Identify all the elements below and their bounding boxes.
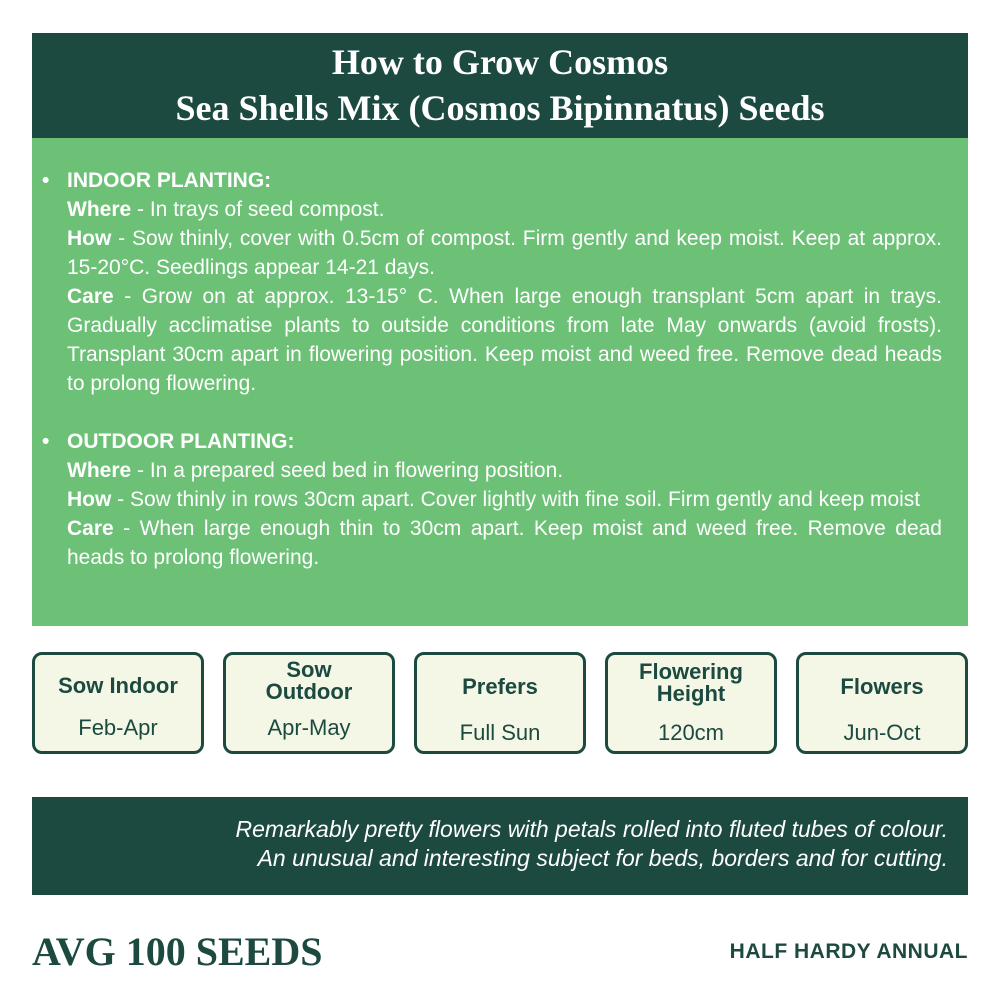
how-text: - Sow thinly in rows 30cm apart. Cover lightly with fine soil. Firm gently and keep moist	[111, 488, 921, 511]
where-label: Where	[67, 459, 132, 482]
box-value: Jun-Oct	[843, 720, 921, 745]
bullet-icon: •	[42, 430, 50, 453]
sow-outdoor-box	[223, 652, 395, 754]
title-line-2: Sea Shells Mix (Cosmos Bipinnatus) Seeds	[175, 88, 825, 128]
where-text: - In trays of seed compost.	[131, 198, 385, 221]
prefers-box	[414, 652, 586, 754]
box-value: 120cm	[657, 720, 725, 745]
indoor-how	[67, 224, 942, 282]
care-label: Care	[67, 285, 114, 308]
outdoor-how	[67, 485, 942, 514]
how-label: How	[67, 227, 112, 250]
where-text: - In a prepared seed bed in flowering position.	[131, 459, 564, 482]
seed-count: AVG 100 SEEDS	[32, 929, 323, 974]
care-text: - Grow on at approx. 13-15° C. When large enough transplant 5cm apart in trays. Gradually acclimatise plants to outside conditions from late May onwards (avoid frosts). Transplant 30cm apart in flowering position. Keep moist and weed free. Remove dead heads to prolong flowering.	[67, 285, 942, 395]
indoor-planting-title: INDOOR PLANTING:	[67, 169, 272, 192]
outdoor-planting-section	[32, 427, 942, 572]
box-value: Full Sun	[459, 720, 541, 745]
info-boxes	[32, 652, 968, 754]
box-label: Prefers	[462, 674, 538, 699]
box-value: Feb-Apr	[78, 715, 158, 740]
where-label: Where	[67, 198, 132, 221]
box-label: Flowering	[639, 659, 743, 684]
box-value: Apr-May	[267, 715, 351, 740]
outdoor-where	[67, 456, 942, 485]
how-label: How	[67, 488, 112, 511]
description-line-2: An unusual and interesting subject for beds, borders and for cutting.	[257, 845, 948, 871]
how-text: - Sow thinly, cover with 0.5cm of compost. Firm gently and keep moist. Keep at approx. 15-20°C. Seedlings appear 14-21 days.	[67, 227, 942, 279]
description-line-1: Remarkably pretty flowers with petals rolled into fluted tubes of colour.	[235, 816, 948, 842]
bullet-icon: •	[42, 169, 50, 192]
sow-indoor-box	[32, 652, 204, 754]
flowering-height-box	[605, 652, 777, 754]
plant-type: HALF HARDY ANNUAL	[729, 940, 968, 963]
planting-instructions	[32, 138, 968, 626]
indoor-where	[67, 195, 942, 224]
outdoor-care	[67, 514, 942, 572]
title-line-1: How to Grow Cosmos	[331, 42, 669, 82]
box-label: Sow	[286, 657, 332, 682]
flowers-box	[796, 652, 968, 754]
outdoor-planting-title: OUTDOOR PLANTING:	[67, 430, 295, 453]
indoor-planting-section	[32, 166, 942, 398]
box-label: Outdoor	[265, 679, 353, 704]
care-label: Care	[67, 517, 114, 540]
indoor-care	[67, 282, 942, 398]
box-label: Sow Indoor	[58, 673, 178, 698]
description-banner	[32, 797, 968, 895]
care-text: - When large enough thin to 30cm apart. Keep moist and weed free. Remove dead heads to prolong flowering.	[67, 517, 942, 569]
box-label: Height	[656, 681, 726, 706]
box-label: Flowers	[840, 674, 924, 699]
title-banner	[32, 33, 968, 138]
